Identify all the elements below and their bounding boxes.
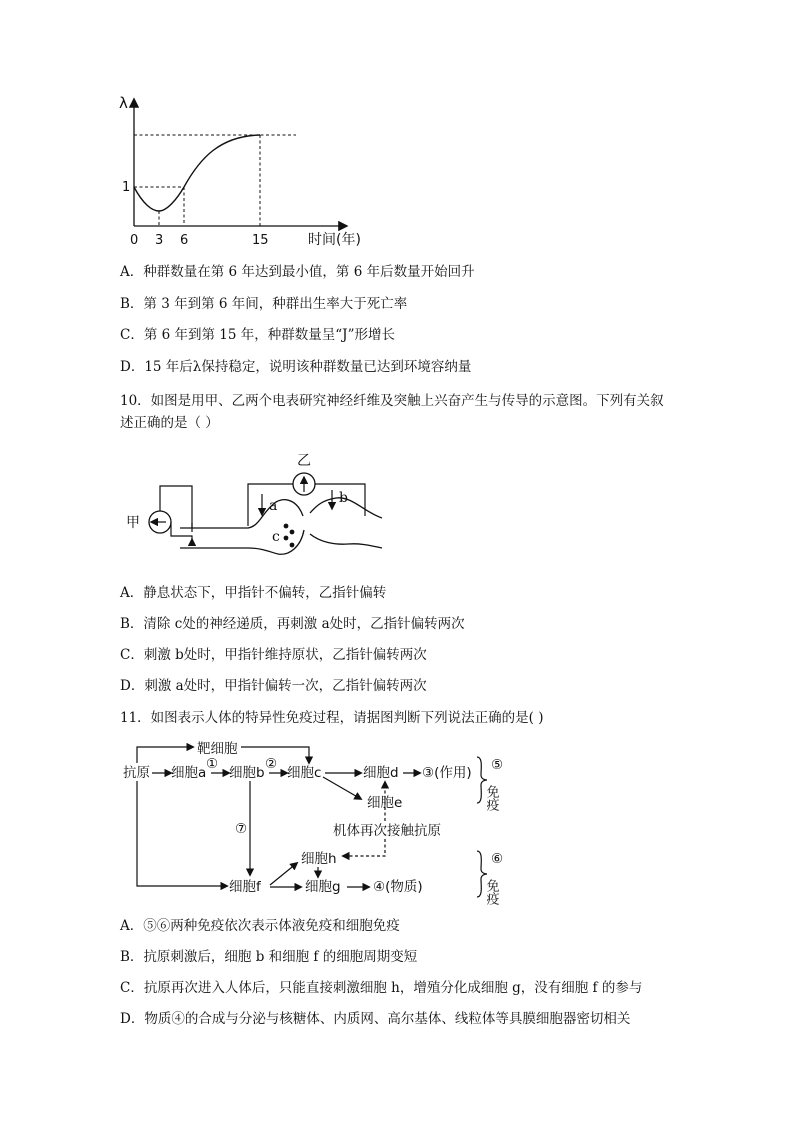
q9-option-c: C．第 6 年到第 15 年，种群数量呈“J”形增长 [120, 327, 395, 343]
label-immune-5-num: ⑤ [491, 757, 504, 773]
q10-stem-line2: 述正确的是（ ） [120, 415, 219, 431]
vesicle [290, 543, 295, 548]
node-antigen: 抗原 [123, 765, 150, 781]
label-step-2: ② [265, 756, 278, 772]
q11-stem: 11．如图表示人体的特异性免疫过程，请据图判断下列说法正确的是( ) [120, 710, 544, 726]
q9-option-a: A．种群数量在第 6 年达到最小值，第 6 年后数量开始回升 [120, 264, 475, 280]
postsynaptic-membrane-lower [310, 534, 382, 548]
label-recontact: 机体再次接触抗原 [333, 823, 441, 839]
point-c-label: c [272, 529, 280, 545]
node-effect-3: ③(作用) [422, 765, 472, 781]
label-immune-6-num: ⑥ [491, 851, 504, 867]
node-cell-e: 细胞e [367, 795, 403, 811]
node-substance-4: ④(物质) [373, 879, 423, 895]
point-b-label: b [339, 490, 348, 506]
q10-option-c: C．刺激 b处时，甲指针维持原状，乙指针偏转两次 [120, 647, 427, 663]
x-tick-3: 3 [155, 233, 164, 248]
lambda-curve [134, 135, 260, 211]
vesicle [284, 536, 289, 541]
point-a-label: a [269, 498, 278, 514]
arrow-antigen-target [137, 747, 193, 763]
node-cell-g: 细胞g [305, 879, 341, 895]
label-immune-6: 免疫 [483, 879, 499, 905]
node-cell-h: 细胞h [301, 851, 337, 867]
meter-yi-label: 乙 [297, 453, 311, 469]
label-immune-5: 免疫 [483, 785, 499, 811]
x-axis-label: 时间(年) [308, 232, 361, 248]
q9-option-d: D．15 年后λ保持稳定，说明该种群数量已达到环境容纳量 [120, 359, 472, 375]
y-axis-label: λ [119, 94, 128, 112]
nerve-fiber-upper [180, 500, 303, 528]
x-tick-0: 0 [130, 233, 139, 248]
x-tick-6: 6 [180, 233, 189, 248]
meter-jia-wire-bottom [171, 522, 192, 546]
immune-process-diagram [115, 735, 525, 905]
q11-option-d: D．物质④的合成与分泌与核糖体、内质网、高尔基体、线粒体等具膜细胞器密切相关 [120, 1011, 631, 1027]
nerve-synapse-diagram [120, 450, 400, 560]
x-tick-15: 15 [252, 233, 269, 248]
arrow-antigen-f [137, 781, 227, 886]
arrow-c-e [323, 777, 361, 799]
q11-option-b: B．抗原刺激后，细胞 b 和细胞 f 的细胞周期变短 [120, 949, 418, 965]
q10-option-d: D．刺激 a处时，甲指针偏转一次，乙指针偏转两次 [120, 678, 427, 694]
q10-option-a: A．静息状态下，甲指针不偏转，乙指针偏转 [120, 585, 387, 601]
label-step-7: ⑦ [235, 821, 248, 837]
node-cell-d: 细胞d [363, 765, 399, 781]
q11-option-c: C．抗原再次进入人体后，只能直接刺激细胞 h，增殖分化成细胞 g，没有细胞 f 的参与 [120, 980, 643, 996]
node-target-cell: 靶细胞 [197, 741, 238, 757]
vesicle [284, 524, 289, 529]
lambda-time-chart [110, 92, 380, 252]
label-step-1: ① [206, 756, 219, 772]
node-cell-c: 细胞c [287, 765, 322, 781]
node-cell-a: 细胞a [171, 765, 207, 781]
node-cell-b: 细胞b [229, 765, 265, 781]
q9-option-b: B．第 3 年到第 6 年间，种群出生率大于死亡率 [120, 296, 408, 312]
nerve-fiber-lower [180, 530, 304, 554]
q11-option-a: A．⑤⑥两种免疫依次表示体液免疫和细胞免疫 [120, 918, 400, 934]
vesicle [290, 530, 295, 535]
dashed-recontact-h [343, 839, 385, 856]
y-tick-1: 1 [122, 180, 131, 195]
q10-stem-line1: 10．如图是用甲、乙两个电表研究神经纤维及突触上兴奋产生与传导的示意图。下列有关叙 [120, 393, 664, 409]
q10-option-b: B．清除 c处的神经递质，再刺激 a处时，乙指针偏转两次 [120, 616, 465, 632]
meter-jia-label: 甲 [126, 515, 140, 531]
node-cell-f: 细胞f [229, 879, 261, 895]
arrow-f-h [270, 863, 297, 885]
